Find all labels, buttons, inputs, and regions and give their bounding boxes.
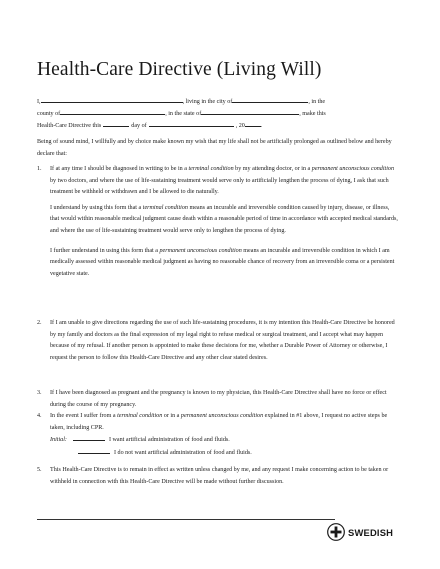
- item-number: 2.: [37, 320, 42, 326]
- item-3-paragraph: If I have been diagnosed as pregnant and the pregnancy is known to my physician, this Health-Care Directive shall have no force or effect during the course of my pregnancy.: [50, 390, 387, 408]
- item-1-paragraph-1: [50, 164, 400, 199]
- intro-line-2-c: , make this: [299, 111, 326, 117]
- logo-text: SWEDISH: [348, 526, 394, 538]
- sound-mind-paragraph: Being of sound mind, I willfully and by choice make known my wish that my life shall not be artificially prolonged as outlined below and hereby declare that:: [37, 139, 392, 157]
- option-not-want-food-fluids: I do not want artificial administration of food and fluids.: [114, 449, 252, 456]
- intro-line-2-a: county of: [37, 111, 61, 117]
- intro-line-2: [37, 108, 326, 118]
- intro-line-3-c: , 20: [235, 123, 245, 129]
- text-run: In the event I suffer from a: [50, 413, 118, 419]
- initial-label: Initial:: [50, 437, 67, 444]
- document-title: Health-Care Directive (Living Will): [37, 59, 322, 80]
- intro-line-3-b: day of: [131, 123, 147, 129]
- text-run: I further understand in using this form that a: [50, 247, 160, 254]
- item-number: 3.: [37, 390, 42, 396]
- initial-option-not-want: [50, 447, 400, 460]
- intro-line-3: [37, 120, 262, 130]
- item-2-paragraph: If I am unable to give directions regarding the use of such life-sustaining procedures, it is my intention this Health-Care Directive be honored by my family and doctors as the final expression of my legal right to refuse medical or surgical treatment, and I accept what may happen because of my refusal. If another person is appointed to make these decisions for me, whether a Durable Power of Attorney or otherwise, I request the person to follow this Health-Care Directive and any other clear stated desires.: [50, 320, 395, 361]
- text-run: means an incurable and irreversible condition in which I am medically assessed within reasonable medical judgment as having no reasonable chance of recovery from an irreversible coma or a persistent vegetative state.: [50, 247, 395, 277]
- item-number: 4.: [37, 413, 42, 419]
- intro-line-1-c: , in the: [308, 99, 326, 105]
- item-4-body: [50, 411, 400, 459]
- intro-line-3-d: .: [260, 123, 263, 129]
- item-1-body: [50, 164, 400, 284]
- swedish-cross-logo-icon: [327, 523, 345, 541]
- term-permanent-unconscious: permanent unconscious condition: [311, 166, 395, 172]
- term-permanent-unconscious: permanent unconscious condition: [180, 413, 264, 419]
- item-2-body: [50, 318, 400, 368]
- term-permanent-unconscious: permanent unconscious condition: [159, 247, 242, 254]
- intro-line-1-b: , living in the city of: [182, 99, 233, 105]
- county-blank[interactable]: [60, 108, 165, 115]
- intro-line-1-a: I,: [37, 99, 41, 105]
- text-run: or in a: [162, 413, 181, 419]
- text-run: If at any time I should be diagnosed in writing to be in a: [50, 166, 189, 172]
- state-blank[interactable]: [201, 108, 299, 115]
- term-terminal-condition: terminal condition: [142, 204, 188, 211]
- month-blank[interactable]: [149, 120, 234, 127]
- item-1-paragraph-2: [50, 203, 400, 238]
- text-run: I understand by using this form that a: [50, 204, 143, 211]
- initial-blank-want[interactable]: [73, 434, 105, 441]
- intro-line-1: [37, 96, 325, 106]
- item-5-paragraph: This Health-Care Directive is to remain in effect as written unless changed by me, and any request I make concerning action to be taken or withheld in connection with this Health-Care Directive will be made without further discussion.: [50, 467, 389, 485]
- initial-option-want: [50, 434, 400, 447]
- swedish-logo: [327, 523, 393, 541]
- intro-line-2-b: , in the state of: [165, 111, 202, 117]
- text-run: means an incurable and irreversible condition caused by injury, disease, or illness, that would within reasonable medical judgment cause death within a reasonable period of time in accordance with accepted medical standards, and where the use of life-sustaining treatment would serve only to lengthen the process of dying.: [50, 204, 398, 234]
- initial-blank-not-want[interactable]: [78, 447, 110, 454]
- text-run: by two doctors, and where the use of life-sustaining treatment would serve only to artificially lengthen the process of dying, I ask that such treatment be withheld or withdrawn and I be allowed to die naturally.: [50, 177, 389, 196]
- footer-divider: [37, 519, 335, 520]
- year-blank[interactable]: [245, 120, 261, 127]
- day-blank[interactable]: [103, 120, 129, 127]
- text-run: by my attending doctor, or in a: [233, 166, 312, 172]
- city-blank[interactable]: [232, 96, 308, 103]
- item-number: 1.: [37, 166, 42, 172]
- intro-line-3-a: Health-Care Directive this: [37, 123, 102, 129]
- term-terminal-condition: terminal condition: [117, 413, 163, 419]
- item-4-paragraph: [50, 411, 400, 434]
- name-blank[interactable]: [41, 96, 183, 103]
- item-number: 5.: [37, 467, 42, 473]
- item-5-body: [50, 465, 400, 492]
- item-1-paragraph-3: [50, 246, 400, 281]
- text-run: explained in #1 above, I request no active steps be taken, including CPR.: [50, 413, 388, 431]
- term-terminal-condition: terminal condition: [188, 166, 234, 172]
- option-want-food-fluids: I want artificial administration of food and fluids.: [108, 437, 230, 444]
